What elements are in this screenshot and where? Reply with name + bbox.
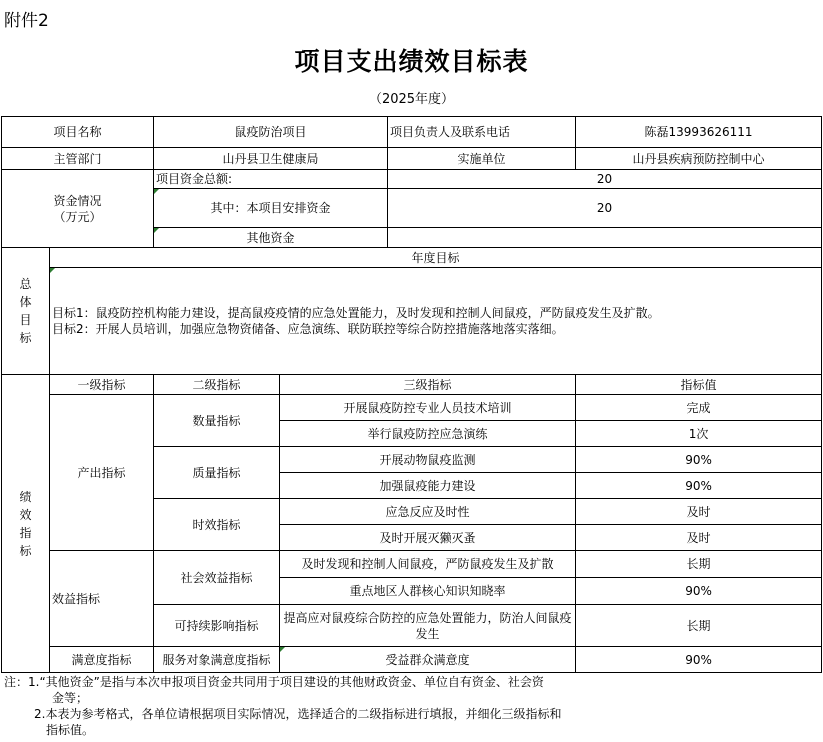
unit-value: 山丹县疾病预防控制中心 [576,148,822,170]
indicator-value: 1次 [576,421,822,447]
indicator-value: 90% [576,578,822,605]
attachment-label: 附件2 [4,11,49,31]
header-level3: 三级指标 [280,375,576,395]
header-level2: 二级指标 [154,375,280,395]
indicator-value: 长期 [576,551,822,578]
note-2-cont: 指标值。 [46,723,95,737]
level3-item: 及时开展灭獭灭蚤 [280,525,576,551]
level3-item: 提高应对鼠疫综合防控的应急处置能力，防治人间鼠疫发生 [280,605,576,647]
funds-label: 资金情况 （万元） [2,170,154,248]
header-level1: 一级指标 [50,375,154,395]
performance-label: 绩 效 指 标 [2,375,50,673]
level1-output: 产出指标 [50,395,154,551]
project-name-label: 项目名称 [2,117,154,148]
indicator-value: 完成 [576,395,822,421]
annual-goals [50,268,822,375]
funds-total-value: 20 [388,170,822,189]
level3-item: 举行鼠疫防控应急演练 [280,421,576,447]
funds-other-value [388,228,822,248]
level2-quantity: 数量指标 [154,395,280,447]
dept-label: 主管部门 [2,148,154,170]
page-title: 项目支出绩效目标表 [294,47,529,76]
notes-prefix: 注： [4,675,29,689]
goal-2: 目标2：开展人员培训，加强应急物资储备、应急演练、联防联控等综合防控措施落地落实落细。 [52,322,564,336]
funds-arranged-value: 20 [388,189,822,228]
performance-table [1,116,822,673]
funds-arranged-label: 其中：本项目安排资金 [154,189,388,228]
header-value: 指标值 [576,375,822,395]
unit-label: 实施单位 [388,148,576,170]
funds-total-label: 项目资金总额: [154,170,388,189]
level2-quality: 质量指标 [154,447,280,499]
indicator-value: 长期 [576,605,822,647]
indicator-value: 90% [576,647,822,673]
level1-satisfaction: 满意度指标 [50,647,154,673]
funds-other-label: 其他资金 [154,228,388,248]
project-leader: 陈磊13993626111 [576,117,822,148]
goal-1: 目标1：鼠疫防控机构能力建设，提高鼠疫疫情的应急处置能力，及时发现和控制人间鼠疫，严防鼠疫发生及扩散。 [52,306,660,320]
level1-benefit: 效益指标 [50,551,154,647]
indicator-value: 90% [576,447,822,473]
indicator-value: 及时 [576,499,822,525]
level3-item: 及时发现和控制人间鼠疫，严防鼠疫发生及扩散 [280,551,576,578]
notes [4,674,614,738]
note-1: 1.“其他资金”是指与本次申报项目资金共同用于项目建设的其他财政资金、单位自有资金、社会资 [28,675,544,689]
note-2: 2.本表为参考格式，各单位请根据项目实际情况，选择适合的二级指标进行填报，并细化三级指标和 [34,707,562,721]
level2-sustain: 可持续影响指标 [154,605,280,647]
level3-item: 加强鼠疫能力建设 [280,473,576,499]
level3-item: 应急反应及时性 [280,499,576,525]
note-1-cont: 金等； [52,691,89,705]
indicator-value: 及时 [576,525,822,551]
overall-goal-label: 总 体 目 标 [2,248,50,375]
project-name: 鼠疫防治项目 [154,117,388,148]
project-leader-label: 项目负责人及联系电话 [388,117,576,148]
level2-timeliness: 时效指标 [154,499,280,551]
indicator-value: 90% [576,473,822,499]
level2-service: 服务对象满意度指标 [154,647,280,673]
year-label: （2025年度） [368,92,455,107]
level3-item: 开展动物鼠疫监测 [280,447,576,473]
level2-social: 社会效益指标 [154,551,280,605]
level3-item: 受益群众满意度 [280,647,576,673]
annual-goal-header: 年度目标 [50,248,822,268]
dept-value: 山丹县卫生健康局 [154,148,388,170]
level3-item: 开展鼠疫防控专业人员技术培训 [280,395,576,421]
level3-item: 重点地区人群核心知识知晓率 [280,578,576,605]
